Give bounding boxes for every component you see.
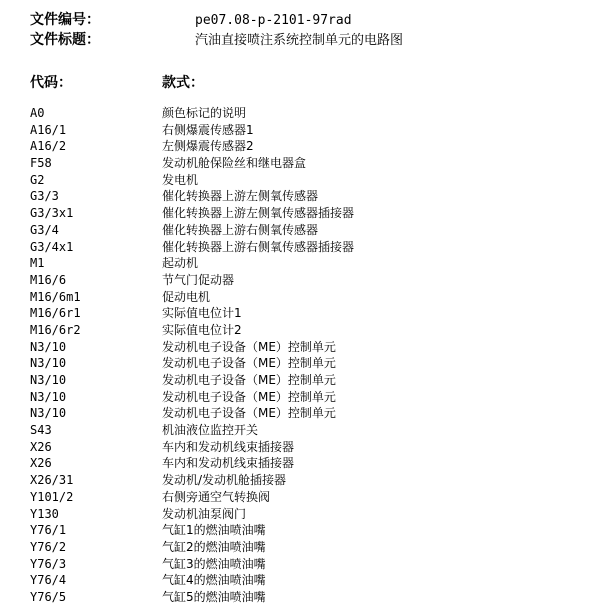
component-code: Y130: [30, 506, 59, 521]
component-code: N3/10: [30, 356, 67, 371]
component-description: 机油液位监控开关: [162, 423, 259, 438]
table-row: [0, 172, 604, 189]
component-code: M16/6: [30, 272, 67, 287]
component-description: 右侧旁通空气转换阀: [162, 489, 271, 504]
table-row: [0, 239, 604, 256]
code-column-header: 代码：: [30, 75, 72, 91]
component-code: Y76/4: [30, 573, 67, 588]
component-code: Y76/5: [30, 589, 67, 604]
component-description: 发电机: [162, 172, 199, 187]
component-code: F58: [30, 156, 52, 171]
component-description: 催化转换器上游左侧氧传感器插接器: [162, 206, 355, 221]
table-row: [0, 355, 604, 372]
component-description: 催化转换器上游右侧氧传感器插接器: [162, 239, 355, 254]
table-row: [0, 289, 604, 306]
table-row: [0, 539, 604, 556]
component-description: 气缸4的燃油喷油嘴: [162, 573, 266, 588]
table-row: [0, 455, 604, 472]
component-description: 发动机电子设备（ME）控制单元: [162, 389, 336, 404]
component-description: 催化转换器上游左侧氧传感器: [162, 189, 319, 204]
component-description: 气缸1的燃油喷油嘴: [162, 523, 266, 538]
table-row: [0, 489, 604, 506]
table-row: [0, 105, 604, 122]
table-row: [0, 472, 604, 489]
component-code: G3/3x1: [30, 206, 74, 221]
component-code: G3/4: [30, 222, 59, 237]
component-code: N3/10: [30, 339, 67, 354]
table-row: [0, 305, 604, 322]
component-description: 实际值电位计1: [162, 306, 242, 321]
table-row: [0, 155, 604, 172]
component-description: 促动电机: [162, 289, 211, 304]
table-row: [0, 255, 604, 272]
table-row: [0, 322, 604, 339]
component-description: 气缸3的燃油喷油嘴: [162, 556, 266, 571]
component-code: M16/6r1: [30, 306, 81, 321]
component-description: 节气门促动器: [162, 272, 235, 287]
component-description: 发动机电子设备（ME）控制单元: [162, 373, 336, 387]
table-row: [0, 205, 604, 222]
table-row: [0, 405, 604, 422]
component-description: 实际值电位计2: [162, 322, 242, 337]
component-code: N3/10: [30, 373, 67, 387]
component-code: Y76/1: [30, 523, 67, 538]
component-description: 发动机电子设备（ME）控制单元: [162, 356, 336, 371]
table-row: [0, 372, 604, 389]
table-row: [0, 506, 604, 523]
doc-number-value: pe07.08-p-2101-97rad: [195, 13, 352, 28]
component-code: G2: [30, 172, 45, 187]
component-description: 左侧爆震传感器2: [162, 139, 254, 154]
component-code: G3/3: [30, 189, 59, 204]
table-row: [0, 222, 604, 239]
doc-number-label: 文件编号：: [30, 12, 100, 28]
table-row: [0, 439, 604, 456]
component-code: A16/1: [30, 122, 67, 137]
component-description: 颜色标记的说明: [162, 106, 247, 120]
table-row: [0, 122, 604, 139]
table-row: [0, 422, 604, 439]
table-row: [0, 188, 604, 205]
table-row: [0, 138, 604, 155]
table-row: [0, 589, 604, 606]
component-description: 发动机油泵阀门: [162, 506, 247, 521]
component-list: [0, 105, 604, 606]
component-code: N3/10: [30, 389, 67, 404]
component-code: M1: [30, 256, 45, 271]
component-description: 车内和发动机线束插接器: [162, 456, 295, 471]
doc-title-value: 汽油直接喷注系统控制单元的电路图: [195, 33, 404, 48]
component-code: N3/10: [30, 406, 67, 421]
component-description: 发动机电子设备（ME）控制单元: [162, 406, 336, 421]
component-code: S43: [30, 423, 52, 438]
component-description: 气缸2的燃油喷油嘴: [162, 539, 266, 554]
component-code: M16/6m1: [30, 289, 81, 304]
component-description: 催化转换器上游右侧氧传感器: [162, 222, 319, 237]
component-description: 右侧爆震传感器1: [162, 122, 254, 137]
table-row: [0, 339, 604, 356]
component-code: X26: [30, 439, 52, 454]
component-code: M16/6r2: [30, 322, 81, 337]
component-code: Y76/3: [30, 556, 67, 571]
component-code: X26/31: [30, 473, 74, 488]
component-description: 发动机电子设备（ME）控制单元: [162, 339, 336, 354]
desc-column-header: 款式：: [162, 75, 204, 91]
component-code: X26: [30, 456, 52, 471]
component-description: 气缸5的燃油喷油嘴: [162, 589, 266, 604]
component-code: Y76/2: [30, 539, 67, 554]
component-code: G3/4x1: [30, 239, 74, 254]
table-row: [0, 556, 604, 573]
table-row: [0, 389, 604, 406]
table-row: [0, 272, 604, 289]
table-row: [0, 522, 604, 539]
component-description: 发动机/发动机舱插接器: [162, 473, 287, 488]
table-row: [0, 572, 604, 589]
component-description: 车内和发动机线束插接器: [162, 439, 295, 454]
component-code: Y101/2: [30, 489, 74, 504]
component-description: 起动机: [162, 256, 199, 271]
component-code: A0: [30, 106, 45, 120]
component-code: A16/2: [30, 139, 67, 154]
doc-title-label: 文件标题：: [30, 32, 100, 48]
component-description: 发动机舱保险丝和继电器盒: [162, 156, 307, 171]
